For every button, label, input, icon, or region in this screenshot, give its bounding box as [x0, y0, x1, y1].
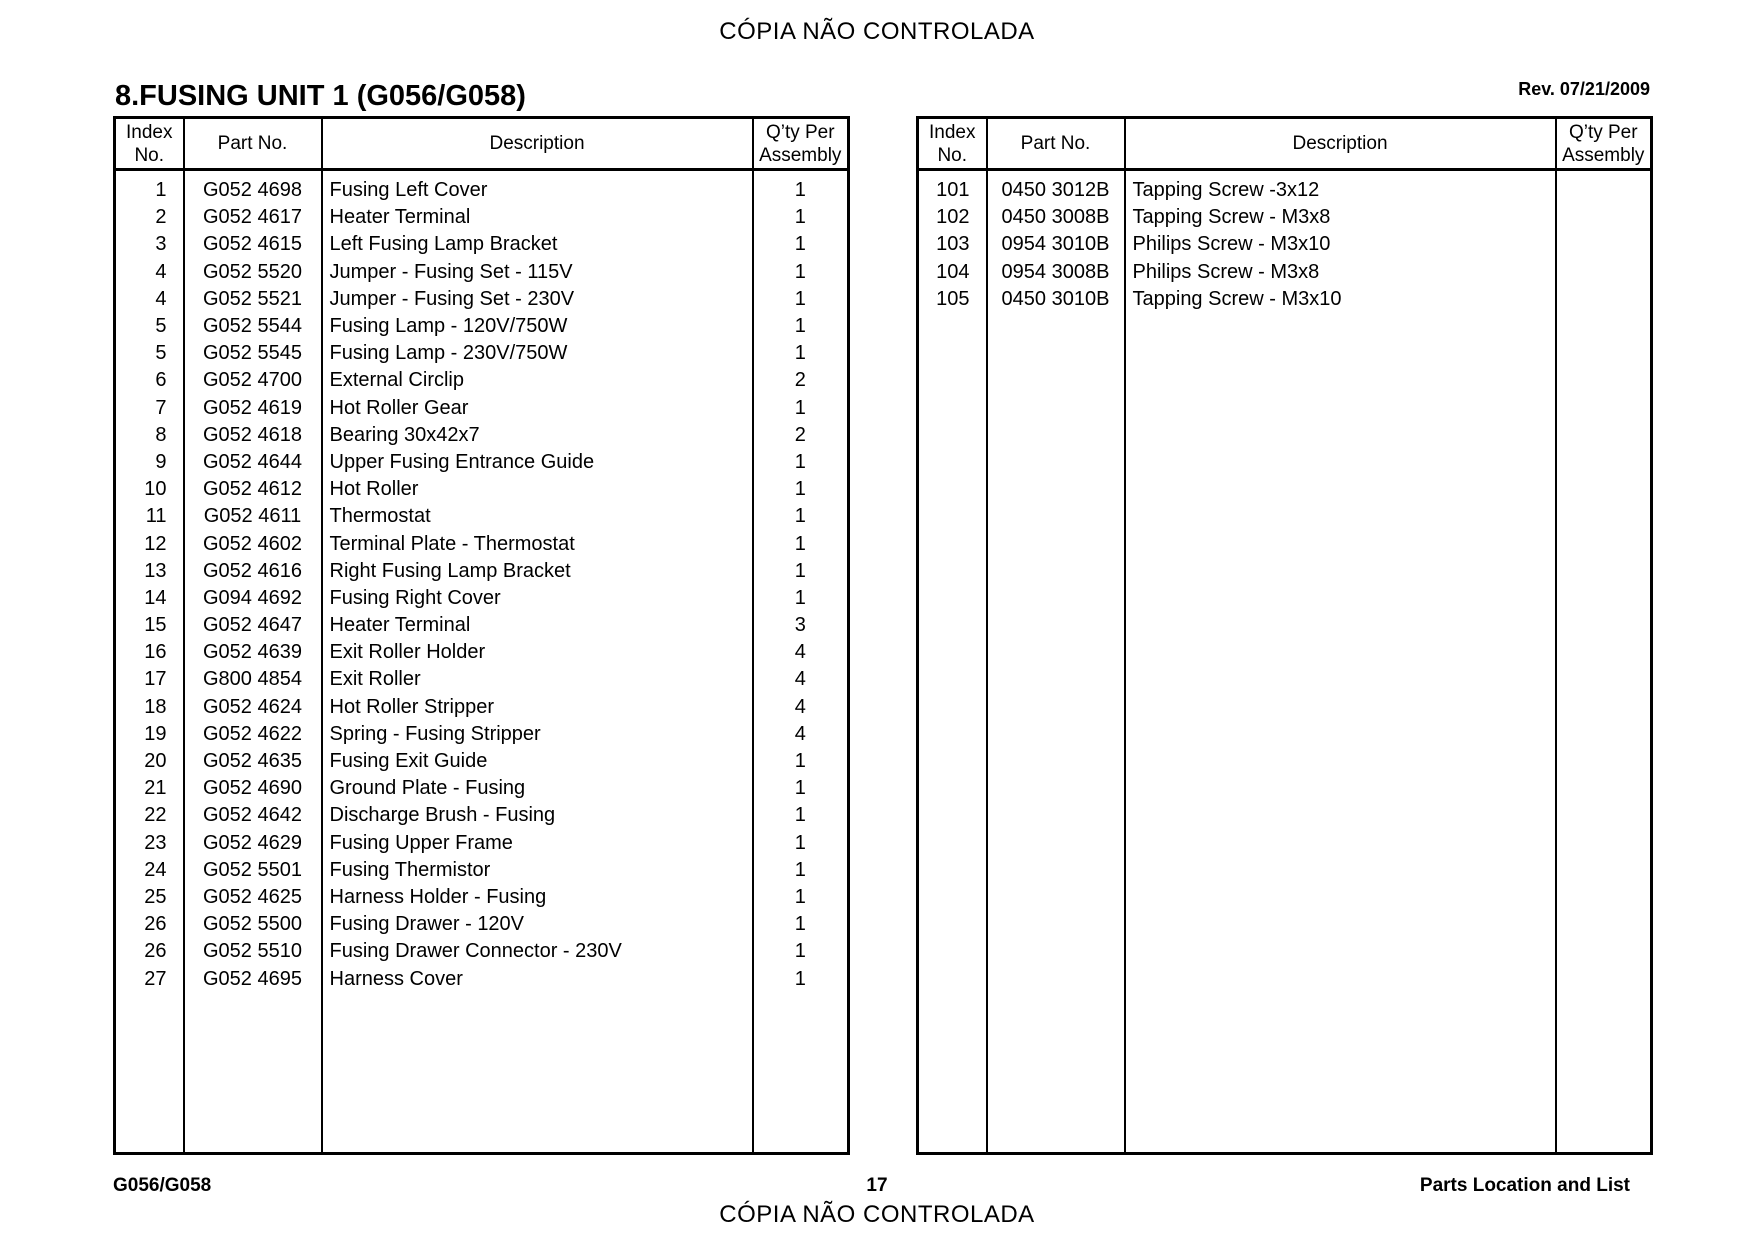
- cell-description: Hot Roller Gear: [322, 395, 753, 422]
- cell-qty: [1556, 259, 1652, 286]
- cell-part-no: G052 5544: [184, 313, 322, 340]
- watermark-bottom: CÓPIA NÃO CONTROLADA: [719, 1201, 1035, 1228]
- cell-qty: 1: [753, 530, 849, 557]
- footer-model: G056/G058: [113, 1175, 212, 1196]
- cell-description: Tapping Screw - M3x10: [1125, 286, 1556, 313]
- cell-description: Fusing Drawer Connector - 230V: [322, 938, 753, 965]
- cell-part-no: 0450 3012B: [987, 170, 1125, 205]
- table-row: [115, 170, 849, 205]
- cell-index-no: 18: [144, 695, 167, 718]
- cell-index-no: 12: [144, 532, 167, 555]
- cell-description: Exit Roller Holder: [322, 639, 753, 666]
- cell-index-no: 17: [144, 668, 167, 691]
- table-header-row: [115, 118, 849, 170]
- cell-index-no: 11: [145, 505, 167, 528]
- cell-description: Jumper - Fusing Set - 115V: [322, 259, 753, 286]
- cell-part-no: G052 4644: [184, 449, 322, 476]
- cell-qty: [1556, 286, 1652, 313]
- cell-part-no: G052 4611: [184, 503, 322, 530]
- cell-description: External Circlip: [322, 367, 753, 394]
- cell-qty: 1: [753, 395, 849, 422]
- cell-part-no: G052 4629: [184, 830, 322, 857]
- cell-description: Upper Fusing Entrance Guide: [322, 449, 753, 476]
- cell-index-no: 104: [936, 260, 970, 283]
- cell-description: Fusing Lamp - 230V/750W: [322, 340, 753, 367]
- table-row: [918, 204, 1652, 231]
- cell-index-no: 25: [144, 885, 167, 908]
- cell-qty: 1: [753, 231, 849, 258]
- cell-part-no: G052 4622: [184, 721, 322, 748]
- cell-part-no: G052 4615: [184, 231, 322, 258]
- cell-index-no: 13: [144, 559, 167, 582]
- table-row: [115, 911, 849, 938]
- revision-date: Rev. 07/21/2009: [1518, 79, 1650, 99]
- empty-cell: [322, 993, 753, 1154]
- cell-part-no: G800 4854: [184, 666, 322, 693]
- cell-part-no: G052 4616: [184, 558, 322, 585]
- table-header-row: [918, 118, 1652, 170]
- table-row: [115, 965, 849, 992]
- table-row: [115, 775, 849, 802]
- cell-part-no: 0450 3010B: [987, 286, 1125, 313]
- cell-qty: 1: [753, 449, 849, 476]
- header-description: Description: [1125, 118, 1556, 170]
- cell-part-no: G052 5521: [184, 286, 322, 313]
- cell-index-no: 3: [155, 233, 167, 256]
- cell-index-no: 101: [936, 179, 970, 202]
- cell-description: Right Fusing Lamp Bracket: [322, 558, 753, 585]
- cell-qty: 1: [753, 938, 849, 965]
- cell-index-no: 26: [144, 913, 167, 936]
- table-row: [115, 422, 849, 449]
- cell-index-no: 10: [144, 478, 167, 501]
- table-row: [115, 476, 849, 503]
- table-row: [918, 170, 1652, 205]
- cell-part-no: G052 4618: [184, 422, 322, 449]
- cell-description: Fusing Thermistor: [322, 857, 753, 884]
- table-row: [115, 748, 849, 775]
- cell-part-no: G052 4642: [184, 802, 322, 829]
- cell-part-no: G052 4690: [184, 775, 322, 802]
- cell-index-no: 2: [155, 206, 167, 229]
- cell-qty: 1: [753, 558, 849, 585]
- cell-qty: 1: [753, 476, 849, 503]
- cell-part-no: G052 4624: [184, 694, 322, 721]
- cell-qty: 1: [753, 503, 849, 530]
- cell-part-no: G052 5520: [184, 259, 322, 286]
- cell-index-no: 24: [144, 858, 167, 881]
- cell-index-no: 19: [144, 722, 167, 745]
- cell-qty: 1: [753, 585, 849, 612]
- cell-index-no: 21: [144, 777, 167, 800]
- cell-qty: 1: [753, 286, 849, 313]
- table-row: [918, 259, 1652, 286]
- cell-qty: [1556, 231, 1652, 258]
- table-row: [115, 449, 849, 476]
- cell-description: Left Fusing Lamp Bracket: [322, 231, 753, 258]
- cell-qty: 1: [753, 802, 849, 829]
- table-row: [115, 938, 849, 965]
- table-row: [115, 395, 849, 422]
- cell-qty: 4: [753, 639, 849, 666]
- cell-index-no: 4: [155, 287, 167, 310]
- header-part-no: Part No.: [987, 118, 1125, 170]
- cell-part-no: G052 4617: [184, 204, 322, 231]
- table-row: [115, 313, 849, 340]
- cell-qty: 4: [753, 694, 849, 721]
- table-row: [115, 530, 849, 557]
- cell-index-no: 15: [144, 614, 167, 637]
- cell-description: Exit Roller: [322, 666, 753, 693]
- cell-part-no: G052 4602: [184, 530, 322, 557]
- cell-index-no: 105: [936, 287, 970, 310]
- header-description: Description: [322, 118, 753, 170]
- cell-description: Fusing Exit Guide: [322, 748, 753, 775]
- table-row: [115, 503, 849, 530]
- table-row: [918, 286, 1652, 313]
- cell-part-no: G052 4612: [184, 476, 322, 503]
- cell-part-no: G052 5545: [184, 340, 322, 367]
- watermark-top: CÓPIA NÃO CONTROLADA: [719, 18, 1035, 45]
- cell-qty: 1: [753, 965, 849, 992]
- cell-description: Jumper - Fusing Set - 230V: [322, 286, 753, 313]
- cell-description: Spring - Fusing Stripper: [322, 721, 753, 748]
- empty-cell: [115, 993, 184, 1154]
- cell-qty: 4: [753, 666, 849, 693]
- cell-index-no: 5: [155, 342, 167, 365]
- header-index-no: Index No.: [115, 118, 184, 170]
- cell-qty: 2: [753, 367, 849, 394]
- table-row: [115, 204, 849, 231]
- table-row: [115, 585, 849, 612]
- cell-part-no: G052 4635: [184, 748, 322, 775]
- cell-qty: 1: [753, 340, 849, 367]
- empty-cell: [918, 313, 987, 1154]
- cell-index-no: 7: [155, 396, 167, 419]
- cell-index-no: 6: [155, 369, 167, 392]
- cell-index-no: 4: [155, 260, 167, 283]
- cell-index-no: 22: [144, 804, 167, 827]
- cell-qty: 1: [753, 775, 849, 802]
- footer-page-number: 17: [866, 1175, 888, 1196]
- cell-part-no: G052 5510: [184, 938, 322, 965]
- table-row: [115, 231, 849, 258]
- cell-description: Harness Cover: [322, 965, 753, 992]
- cell-part-no: G052 4639: [184, 639, 322, 666]
- cell-qty: 1: [753, 170, 849, 205]
- table-filler-row: [918, 313, 1652, 1154]
- parts-table-left: [113, 116, 850, 1155]
- cell-part-no: 0954 3010B: [987, 231, 1125, 258]
- cell-qty: [1556, 170, 1652, 205]
- table-row: [115, 286, 849, 313]
- cell-description: Heater Terminal: [322, 612, 753, 639]
- parts-table-right: [916, 116, 1653, 1155]
- cell-description: Tapping Screw -3x12: [1125, 170, 1556, 205]
- cell-qty: 1: [753, 313, 849, 340]
- header-qty-per-assembly: Q’ty Per Assembly: [753, 118, 849, 170]
- cell-description: Harness Holder - Fusing: [322, 884, 753, 911]
- empty-cell: [753, 993, 849, 1154]
- cell-index-no: 14: [144, 586, 167, 609]
- table-row: [115, 694, 849, 721]
- cell-index-no: 102: [936, 206, 970, 229]
- table-row: [115, 721, 849, 748]
- cell-index-no: 23: [144, 831, 167, 854]
- cell-description: Fusing Lamp - 120V/750W: [322, 313, 753, 340]
- cell-description: Tapping Screw - M3x8: [1125, 204, 1556, 231]
- cell-part-no: G052 5501: [184, 857, 322, 884]
- cell-description: Hot Roller Stripper: [322, 694, 753, 721]
- table-row: [115, 884, 849, 911]
- cell-part-no: G052 4619: [184, 395, 322, 422]
- empty-cell: [1556, 313, 1652, 1154]
- cell-index-no: 16: [144, 641, 167, 664]
- cell-qty: 4: [753, 721, 849, 748]
- cell-qty: 1: [753, 748, 849, 775]
- cell-qty: 2: [753, 422, 849, 449]
- cell-index-no: 1: [155, 179, 167, 202]
- cell-description: Fusing Right Cover: [322, 585, 753, 612]
- table-filler-row: [115, 993, 849, 1154]
- cell-part-no: G052 5500: [184, 911, 322, 938]
- footer-section: Parts Location and List: [1419, 1175, 1630, 1196]
- header-part-no: Part No.: [184, 118, 322, 170]
- cell-qty: 1: [753, 204, 849, 231]
- empty-cell: [184, 993, 322, 1154]
- table-row: [115, 802, 849, 829]
- table-row: [115, 558, 849, 585]
- header-index-no: Index No.: [918, 118, 987, 170]
- cell-part-no: G052 4698: [184, 170, 322, 205]
- cell-part-no: G052 4700: [184, 367, 322, 394]
- cell-description: Hot Roller: [322, 476, 753, 503]
- empty-cell: [1125, 313, 1556, 1154]
- cell-description: Heater Terminal: [322, 204, 753, 231]
- cell-qty: 1: [753, 884, 849, 911]
- cell-part-no: 0954 3008B: [987, 259, 1125, 286]
- cell-index-no: 5: [155, 315, 167, 338]
- table-row: [115, 639, 849, 666]
- cell-qty: 1: [753, 259, 849, 286]
- cell-description: Fusing Drawer - 120V: [322, 911, 753, 938]
- cell-qty: 3: [753, 612, 849, 639]
- table-row: [918, 231, 1652, 258]
- cell-description: Bearing 30x42x7: [322, 422, 753, 449]
- cell-qty: [1556, 204, 1652, 231]
- table-row: [115, 340, 849, 367]
- cell-description: Discharge Brush - Fusing: [322, 802, 753, 829]
- cell-description: Fusing Upper Frame: [322, 830, 753, 857]
- cell-index-no: 20: [144, 750, 167, 773]
- empty-cell: [987, 313, 1125, 1154]
- cell-part-no: G052 4695: [184, 965, 322, 992]
- cell-part-no: G052 4625: [184, 884, 322, 911]
- cell-index-no: 26: [144, 940, 167, 963]
- table-row: [115, 830, 849, 857]
- cell-qty: 1: [753, 857, 849, 884]
- header-qty-per-assembly: Q’ty Per Assembly: [1556, 118, 1652, 170]
- cell-part-no: G094 4692: [184, 585, 322, 612]
- cell-description: Philips Screw - M3x10: [1125, 231, 1556, 258]
- cell-index-no: 9: [155, 450, 167, 473]
- cell-index-no: 103: [936, 233, 970, 256]
- cell-description: Fusing Left Cover: [322, 170, 753, 205]
- cell-description: Ground Plate - Fusing: [322, 775, 753, 802]
- cell-part-no: 0450 3008B: [987, 204, 1125, 231]
- page-title: 8.FUSING UNIT 1 (G056/G058): [115, 80, 526, 112]
- cell-description: Terminal Plate - Thermostat: [322, 530, 753, 557]
- table-row: [115, 367, 849, 394]
- cell-index-no: 8: [155, 423, 167, 446]
- cell-description: Philips Screw - M3x8: [1125, 259, 1556, 286]
- table-row: [115, 666, 849, 693]
- table-row: [115, 857, 849, 884]
- cell-part-no: G052 4647: [184, 612, 322, 639]
- cell-qty: 1: [753, 911, 849, 938]
- table-row: [115, 259, 849, 286]
- cell-description: Thermostat: [322, 503, 753, 530]
- table-row: [115, 612, 849, 639]
- cell-index-no: 27: [144, 967, 167, 990]
- cell-qty: 1: [753, 830, 849, 857]
